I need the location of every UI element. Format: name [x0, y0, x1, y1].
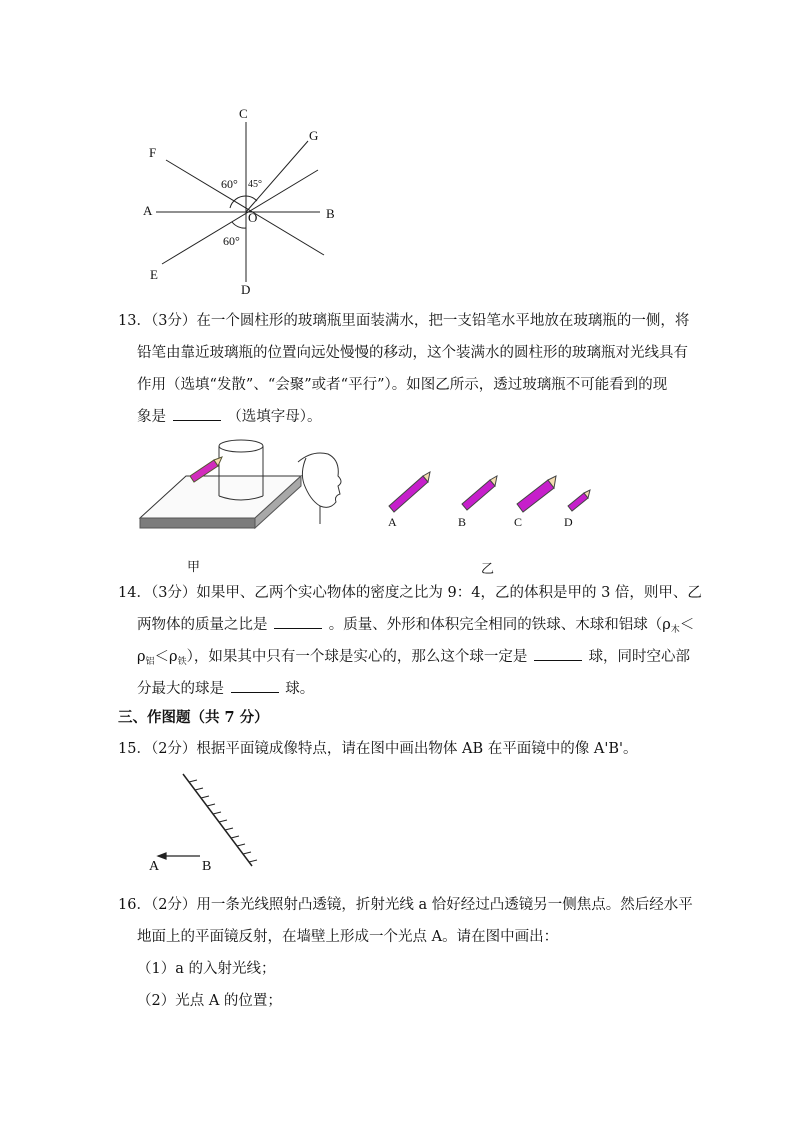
table-front	[140, 518, 255, 528]
plane-mirror	[183, 774, 252, 866]
q13-line3: 作用（选填“发散”、“会聚”或者“平行”）。如图乙所示，透过玻璃瓶不可能看到的现	[137, 377, 668, 393]
q14-line4-tail: 球。	[285, 681, 315, 697]
label-D: D	[241, 282, 251, 297]
pencil-C	[517, 476, 556, 512]
option-D: D	[564, 515, 573, 529]
angle-diagram	[0, 0, 794, 300]
subscript-lv: 铝	[145, 657, 155, 667]
q14-line4-text: 分最大的球是	[137, 681, 224, 697]
pencil-D	[568, 490, 590, 511]
line-EO	[162, 170, 318, 264]
q14-line1: 14．（3分）如果甲、乙两个实心物体的密度之比为 9：4，乙的体积是甲的 3 倍，则甲、乙	[118, 585, 702, 601]
subscript-mu: 木	[670, 625, 680, 635]
less-than-1: ＜	[679, 617, 695, 633]
subscript-tie: 铁	[177, 657, 187, 667]
label-C: C	[239, 106, 248, 121]
label-G: G	[309, 128, 319, 143]
label-B: B	[326, 206, 335, 221]
arc-45	[246, 196, 257, 201]
q14-line3-text: ），如果其中只有一个球是实心的，那么这个球一定是	[186, 649, 528, 665]
q14-line2-tail: 。质量、外形和体积完全相同的铁球、木球和铝球（ρ	[328, 617, 671, 633]
q13-line4	[137, 401, 697, 433]
option-A: A	[388, 515, 397, 529]
mirror-hatching	[189, 780, 257, 862]
pencil-A	[389, 472, 430, 512]
line-OG	[246, 141, 308, 212]
figure-label-yi: 乙	[481, 561, 495, 576]
q13-line4-text: 象是	[137, 409, 166, 425]
label-F: F	[149, 145, 157, 160]
less-than-2: ＜ρ	[154, 649, 178, 665]
figure-jia	[0, 432, 794, 572]
q13-line2: 铅笔由靠近玻璃瓶的位置向远处慢慢的移动，这个装满水的圆柱形的玻璃瓶对光线具有	[137, 345, 688, 361]
arrow-head	[158, 853, 166, 859]
q13-line4-tail: （选填字母）。	[227, 409, 322, 425]
mirror-label-A: A	[149, 859, 160, 874]
option-B: B	[458, 515, 467, 529]
pencil-B	[462, 476, 497, 510]
angle-label-60-top: 60°	[221, 177, 238, 191]
q13-answer-blank[interactable]	[173, 406, 221, 421]
label-E: E	[150, 267, 158, 282]
face-hair	[302, 458, 320, 506]
angle-label-45: 45°	[248, 179, 262, 190]
q14-line3-tail: 球，同时空心部	[588, 649, 691, 665]
arc-60-bottom	[232, 222, 246, 228]
q16-item2: （2）光点 A 的位置；	[137, 993, 282, 1009]
q16-line2: 地面上的平面镜反射，在墙壁上形成一个光点 A。请在图中画出：	[137, 929, 559, 945]
rho-symbol: ρ	[137, 649, 146, 665]
label-O: O	[248, 210, 258, 225]
section-heading: 三、作图题（共 7 分）	[118, 709, 269, 726]
q14-answer-blank-2[interactable]	[534, 646, 582, 661]
q16-item1: （1）a 的入射光线；	[137, 961, 276, 977]
q16-line1: 16．（2分）用一条光线照射凸透镜，折射光线 a 恰好经过凸透镜另一侧焦点。然后经水平	[118, 897, 693, 913]
q14-line4	[137, 673, 697, 705]
jar-top	[219, 440, 263, 452]
q14-answer-blank-1[interactable]	[274, 614, 322, 629]
angle-label-60-bottom: 60°	[223, 234, 240, 248]
mirror-diagram	[0, 768, 794, 888]
figure-label-jia: 甲	[187, 559, 201, 574]
option-C: C	[514, 515, 523, 529]
q14-line2-text: 两物体的质量之比是	[137, 617, 268, 633]
q15-text: 15．（2分）根据平面镜成像特点，请在图中画出物体 AB 在平面镜中的像 A'B'。	[118, 741, 638, 757]
q13-line1: 13．（3分）在一个圆柱形的玻璃瓶里面装满水，把一支铅笔水平地放在玻璃瓶的一侧，将	[118, 313, 690, 329]
mirror-label-B: B	[202, 859, 212, 874]
label-A: A	[143, 203, 153, 218]
q14-answer-blank-3[interactable]	[231, 678, 279, 693]
line-FO	[166, 160, 324, 255]
